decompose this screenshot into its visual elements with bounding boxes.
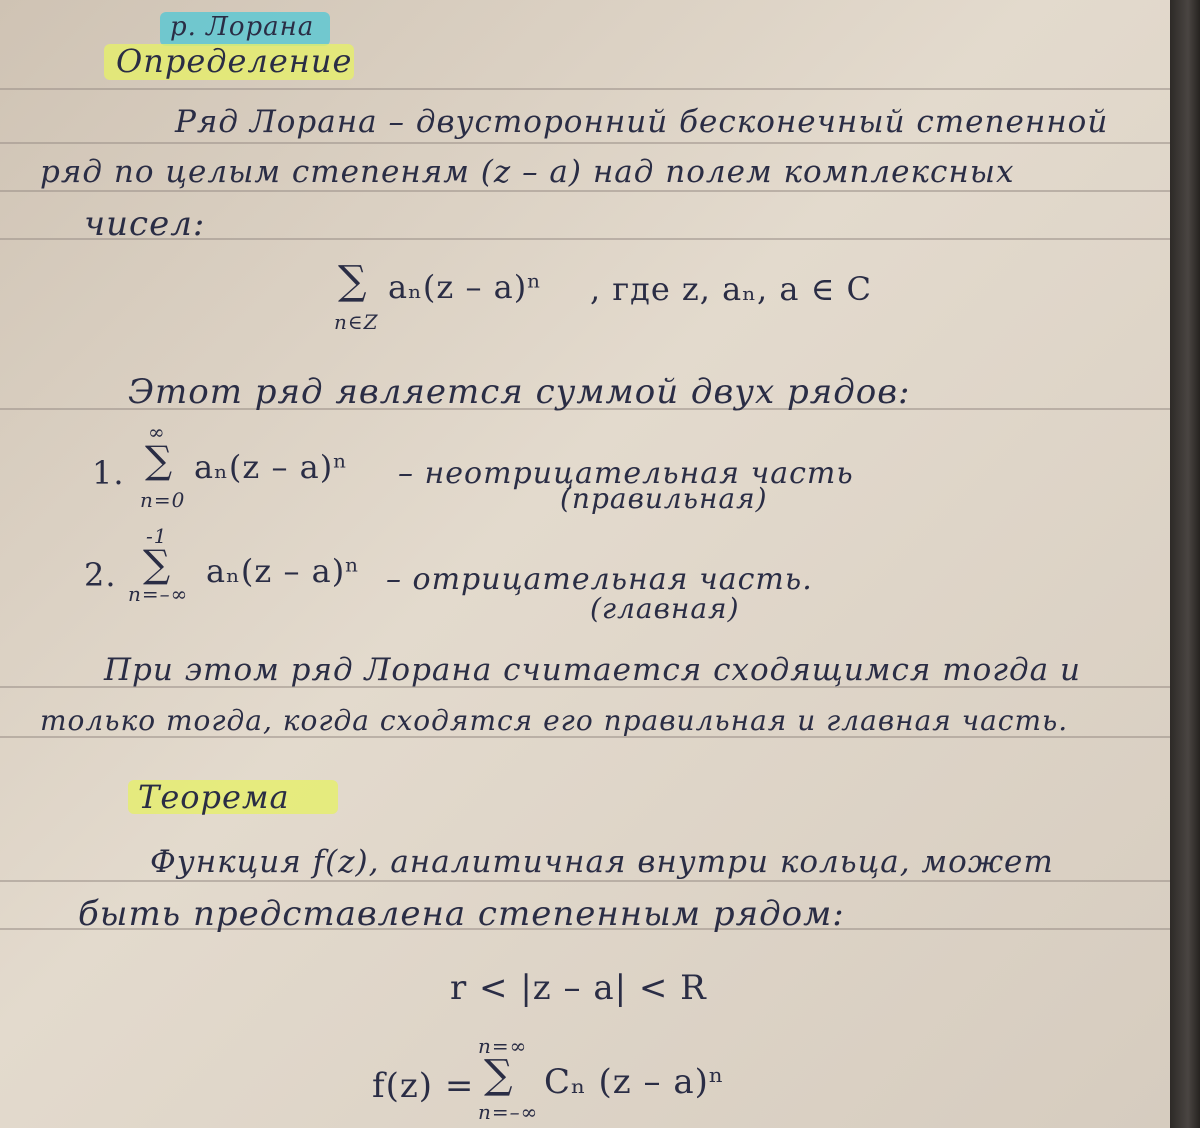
part-2-sup: -1 — [146, 524, 168, 548]
ruled-line — [0, 880, 1170, 882]
ruled-line — [0, 142, 1170, 144]
ruled-line — [0, 88, 1170, 90]
f-lhs: f(z) = — [372, 1066, 475, 1106]
page-edge-shadow — [1170, 0, 1200, 1128]
definition-line-2: ряд по целым степеням (z – a) над полем комплексных — [40, 154, 1015, 190]
theorem-line-2: быть представлена степенным рядом: — [78, 894, 845, 934]
part-1-description: – неотрицательная часть — [398, 456, 854, 491]
part-2-sum-symbol: ∑ — [143, 542, 172, 586]
f-expression: Cₙ (z – a)ⁿ — [544, 1062, 725, 1102]
series-expression: aₙ(z – a)ⁿ — [388, 268, 543, 306]
sum-subscript: n∈Z — [334, 310, 379, 334]
part-1-expression: aₙ(z – a)ⁿ — [194, 448, 349, 486]
part-1-sub: n=0 — [140, 488, 186, 512]
part-2-sub: n=–∞ — [128, 582, 189, 606]
part-1-sup: ∞ — [148, 420, 166, 444]
ring-condition: r < |z – a| < R — [450, 968, 707, 1008]
part-1-sum-symbol: ∑ — [145, 438, 174, 482]
part-2-expression: aₙ(z – a)ⁿ — [206, 552, 361, 590]
f-sum-symbol: ∑ — [484, 1052, 514, 1098]
definition-line-3: чисел: — [84, 204, 206, 244]
theorem-line-1: Функция f(z), аналитичная внутри кольца, может — [150, 844, 1054, 880]
part-2-number: 2. — [84, 556, 117, 594]
sum-intro: Этот ряд является суммой двух рядов: — [128, 372, 911, 412]
part-1-note: (правильная) — [560, 482, 768, 515]
theorem-heading: Теорема — [138, 778, 290, 816]
sum-symbol: ∑ — [338, 258, 368, 304]
part-2-note: (главная) — [590, 592, 740, 625]
convergence-line-1: При этом ряд Лорана считается сходящимся тогда и — [104, 652, 1081, 688]
definition-heading: Определение — [116, 42, 353, 80]
part-1-number: 1. — [92, 454, 125, 492]
convergence-line-2: только тогда, когда сходятся его правильная и главная часть. — [40, 704, 1069, 737]
ruled-line — [0, 190, 1170, 192]
f-sum-sup: n=∞ — [478, 1034, 528, 1058]
series-where: , где z, aₙ, a ∈ C — [590, 270, 872, 308]
f-sum-sub: n=–∞ — [478, 1100, 539, 1124]
topic-tag: р. Лорана — [170, 12, 315, 42]
definition-line-1: Ряд Лорана – двусторонний бесконечный степенной — [175, 104, 1109, 140]
part-2-description: – отрицательная часть. — [386, 562, 813, 597]
